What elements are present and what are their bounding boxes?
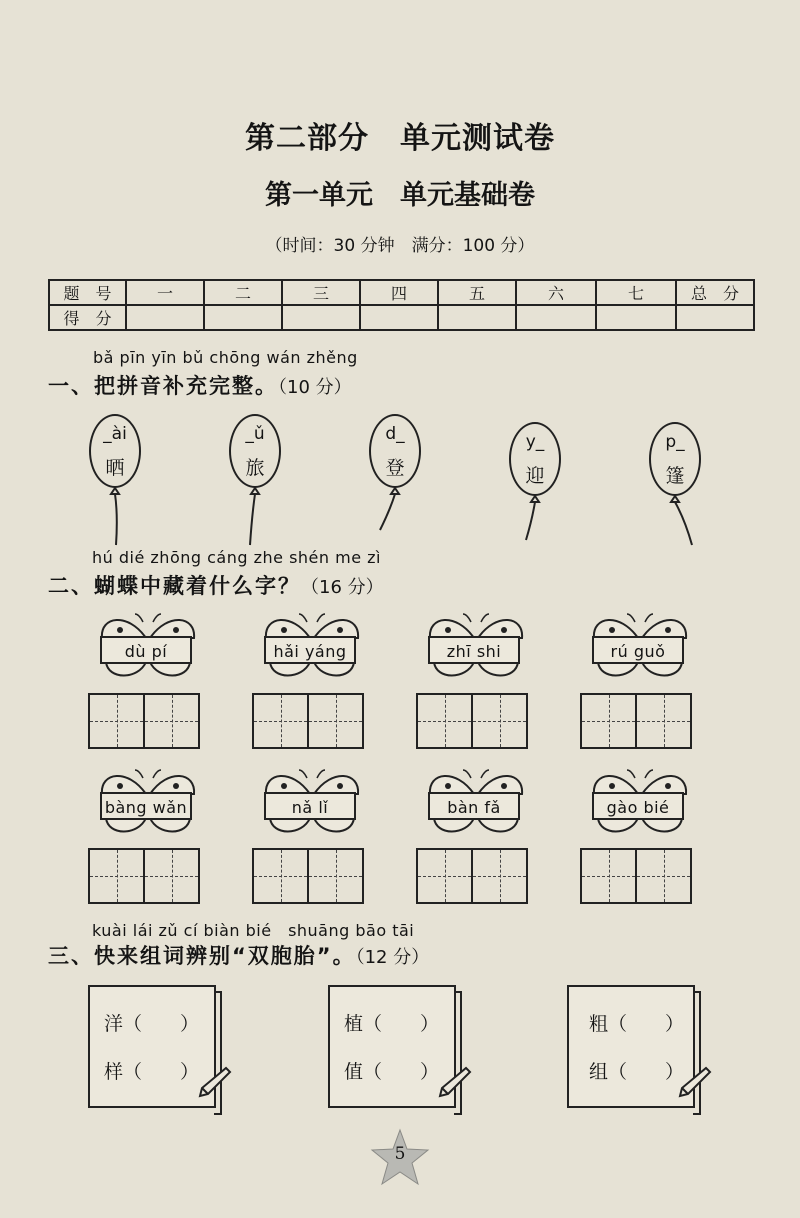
balloon-char: 旅 [245, 457, 265, 479]
section3-title: 三、快来组词辨别“双胞胎”。 [48, 944, 356, 968]
header-cell: 三 [282, 280, 360, 305]
balloon-pinyin[interactable]: p_ [665, 432, 685, 452]
butterfly-label: bàng wǎn [100, 792, 192, 820]
butterfly-label: nǎ lǐ [264, 792, 356, 820]
word-pair-line[interactable]: 植（ ） [344, 1013, 440, 1035]
balloon-char: 登 [385, 457, 405, 479]
butterfly-4 [590, 612, 690, 682]
section2-heading [48, 570, 384, 600]
word-pair-line[interactable]: 组（ ） [589, 1061, 685, 1083]
word-pair-line[interactable]: 值（ ） [344, 1061, 440, 1083]
butterfly-1 [98, 612, 198, 682]
section3-pinyin: kuài lái zǔ cí biàn bié shuāng bāo tāi [92, 921, 415, 940]
butterfly-label: dù pí [100, 636, 192, 664]
page-number: 5 [394, 1144, 406, 1164]
exam-info: （时间：30 分钟 满分：100 分） [265, 236, 535, 256]
page-title: 第二部分 单元测试卷 [245, 121, 555, 156]
butterfly-label: hǎi yáng [264, 636, 356, 664]
header-cell: 六 [516, 280, 596, 305]
balloon-char: 篷 [665, 465, 685, 487]
pencil-icon [436, 1064, 472, 1100]
writing-grid[interactable] [416, 848, 528, 904]
section2-points: （16 分） [301, 577, 384, 598]
header-cell: 五 [438, 280, 516, 305]
balloon-pinyin[interactable]: y_ [525, 432, 545, 452]
butterfly-8 [590, 768, 690, 838]
butterfly-2 [262, 612, 362, 682]
butterfly-6 [262, 768, 362, 838]
balloon-pinyin[interactable]: _ǔ [245, 424, 265, 444]
butterfly-label: gào bié [592, 792, 684, 820]
pencil-icon [676, 1064, 712, 1100]
header-cell: 一 [126, 280, 204, 305]
balloon-char: 晒 [105, 457, 125, 479]
section2-title: 二、蝴蝶中藏着什么字？ [48, 574, 301, 598]
section3-points: （12 分） [355, 947, 430, 968]
butterfly-label: zhī shi [428, 636, 520, 664]
balloon-pinyin[interactable]: _ài [103, 424, 127, 444]
score-row-label: 得 分 [49, 305, 126, 330]
section3-heading [48, 940, 429, 970]
writing-grid[interactable] [580, 693, 692, 749]
section1-pinyin: bǎ pīn yīn bǔ chōng wán zhěng [93, 348, 358, 367]
header-cell: 题 号 [49, 280, 126, 305]
butterfly-label: rú guǒ [592, 636, 684, 664]
section2-pinyin: hú dié zhōng cáng zhe shén me zì [92, 548, 381, 567]
writing-grid[interactable] [580, 848, 692, 904]
word-pair-line[interactable]: 洋（ ） [104, 1013, 200, 1035]
writing-grid[interactable] [88, 848, 200, 904]
butterfly-label: bàn fǎ [428, 792, 520, 820]
writing-grid[interactable] [416, 693, 528, 749]
balloon-pinyin[interactable]: d_ [385, 424, 405, 444]
header-cell: 四 [360, 280, 438, 305]
butterfly-3 [426, 612, 526, 682]
writing-grid[interactable] [252, 848, 364, 904]
header-cell: 二 [204, 280, 282, 305]
unit-title: 第一单元 单元基础卷 [265, 180, 535, 211]
header-cell: 七 [596, 280, 676, 305]
writing-grid[interactable] [252, 693, 364, 749]
word-pair-line[interactable]: 样（ ） [104, 1061, 200, 1083]
pencil-icon [196, 1064, 232, 1100]
balloon-strings [0, 0, 800, 560]
header-cell: 总 分 [676, 280, 754, 305]
butterfly-5 [98, 768, 198, 838]
section1-title: 一、把拼音补充完整。 [48, 374, 278, 398]
section1-points: （10 分） [278, 377, 352, 398]
word-pair-line[interactable]: 粗（ ） [589, 1013, 685, 1035]
writing-grid[interactable] [88, 693, 200, 749]
balloon-char: 迎 [525, 465, 545, 487]
butterfly-7 [426, 768, 526, 838]
